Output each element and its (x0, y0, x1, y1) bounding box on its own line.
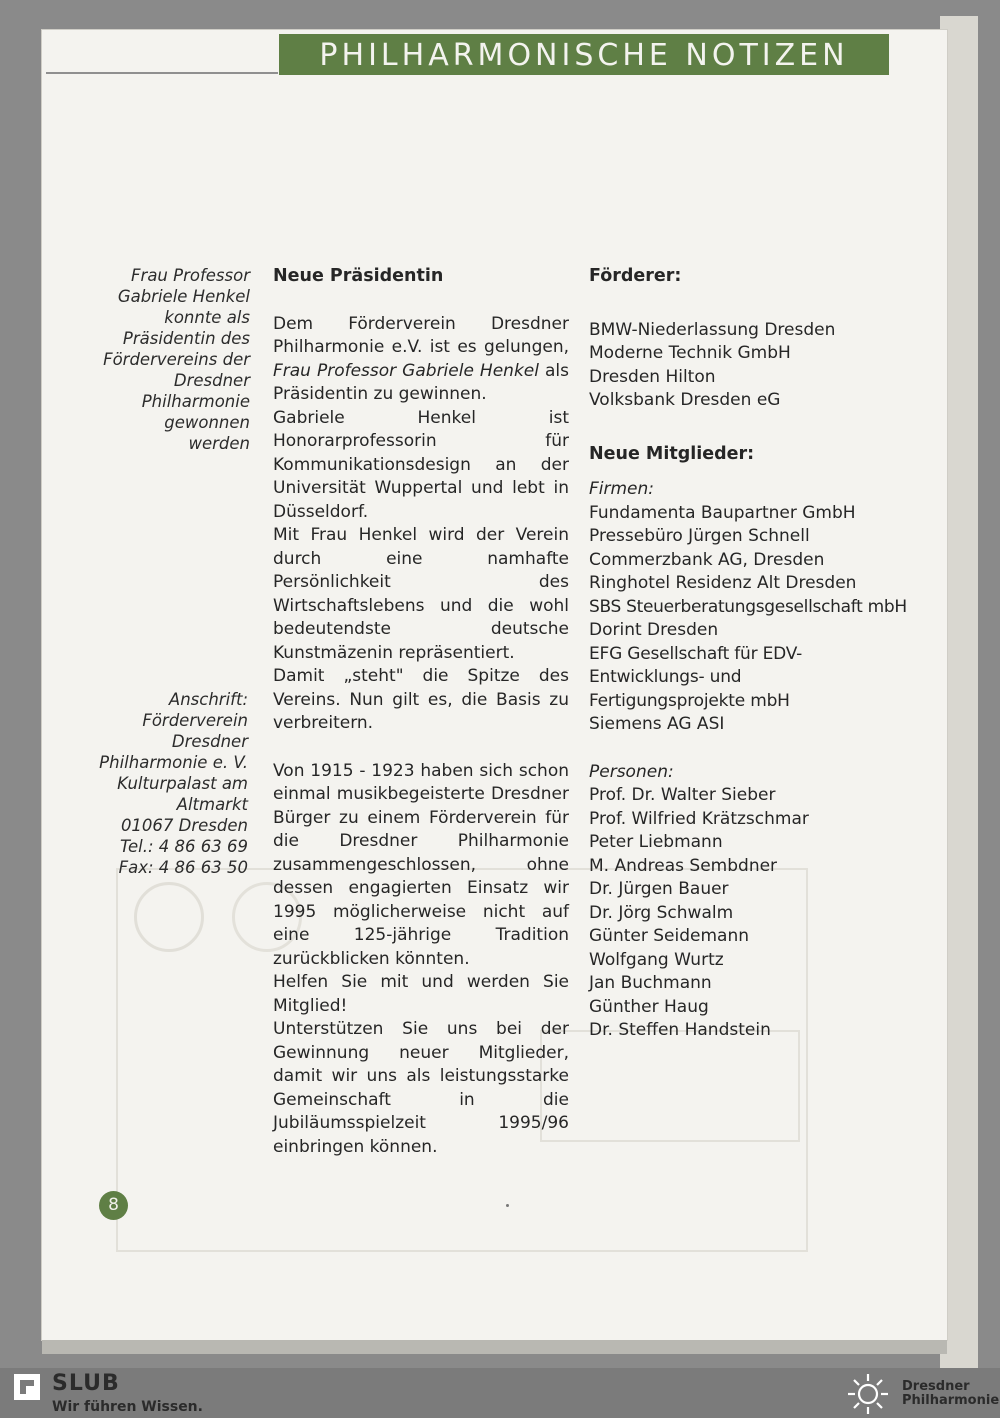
caption-line: Frau Professor (131, 266, 250, 285)
caption-line: konnte als (164, 308, 250, 327)
philharmonie-name-line1: Dresdner (902, 1379, 970, 1394)
section-title: PHILHARMONISCHE NOTIZEN (319, 38, 849, 73)
person-item: M. Andreas Sembdner (589, 855, 778, 876)
article-paragraph-1 (273, 313, 569, 407)
firm-item: Fundamenta Baupartner GmbH (589, 502, 856, 523)
print-speck (506, 1204, 509, 1207)
article-paragraph-2: Gabriele Henkel ist Honorarprofessorin für Kommunikationsdesign an der Universität Wuppertal und lebt in Düsseldorf. (273, 407, 569, 522)
persons-label: Personen: (589, 761, 674, 782)
caption-line: gewonnen (164, 413, 250, 432)
person-item: Günter Seidemann (589, 926, 749, 946)
person-item: Dr. Steffen Handstein (589, 1020, 771, 1040)
address-line: Dresdner (171, 732, 248, 751)
person-item: Prof. Wilfried Krätzschmar (589, 808, 809, 829)
firms-label: Firmen: (589, 479, 655, 499)
caption-line: Dresdner (173, 371, 250, 390)
bleed-through-image-box (540, 1030, 800, 1142)
address-line: Kulturpalast am (117, 774, 248, 793)
article-heading: Neue Präsidentin (273, 266, 444, 286)
person-item: Jan Buchmann (589, 973, 712, 993)
sponsor-item: BMW-Niederlassung Dresden (589, 319, 836, 340)
article-paragraph-6: Helfen Sie mit und werden Sie Mitglied! (273, 972, 569, 1016)
firm-item: Pressebüro Jürgen Schnell (589, 526, 810, 546)
sponsor-item: Dresden Hilton (589, 366, 716, 387)
page-bottom-shadow (42, 1340, 947, 1354)
article-paragraph-5: Von 1915 - 1923 haben sich schon einmal musikbegeisterte Dresdner Bürger zu einem Förderverein für die Dresdner Philharmonie zusammengeschlossen, ohne dessen engagierten Einsatz wir 1995 möglicherweise nicht auf eine 125-jährige Tradition zurückblicken könnten. (273, 760, 569, 969)
person-item: Günther Haug (589, 996, 709, 1017)
person-item: Prof. Dr. Walter Sieber (589, 785, 776, 805)
slub-logo-icon[interactable] (14, 1374, 40, 1400)
caption-line: Präsidentin des (122, 329, 250, 348)
sponsor-item: Volksbank Dresden eG (589, 390, 781, 410)
header-rule (46, 72, 278, 74)
person-item: Peter Liebmann (589, 832, 723, 852)
address-line: Förderverein (142, 711, 248, 730)
phone-line: Tel.: 4 86 63 69 (119, 837, 248, 856)
slub-slogan: Wir führen Wissen. (52, 1399, 203, 1415)
p1-prefix: Dem Förderverein Dresdner Philharmonie e.V. ist es gelungen, (273, 313, 569, 357)
address-line: Anschrift: (168, 690, 248, 709)
person-item: Dr. Jürgen Bauer (589, 879, 729, 899)
slub-name[interactable]: SLUB (52, 1371, 120, 1396)
address-line: 01067 Dresden (120, 816, 248, 835)
p1-suffix: als Präsidentin zu gewinnen. (273, 360, 569, 404)
article-paragraph-7: Unterstützen Sie uns bei der Gewinnung neuer Mitglieder, damit wir uns als leistungsstarke Gemeinschaft in die Jubiläumsspielzeit 1995/96 einbringen können. (273, 1019, 569, 1157)
firm-item: Commerzbank AG, Dresden (589, 549, 825, 570)
firm-item: SBS Steuerberatungsgesellschaft mbH (589, 596, 907, 617)
firm-item: Dorint Dresden (589, 620, 719, 640)
sponsor-item: Moderne Technik GmbH (589, 343, 791, 363)
person-item: Dr. Jörg Schwalm (589, 902, 734, 923)
caption-line: Philharmonie (141, 392, 250, 411)
side-caption (100, 265, 250, 454)
caption-line: Gabriele Henkel (117, 287, 250, 306)
address-block (96, 689, 248, 878)
fax-line: Fax: 4 86 63 50 (118, 858, 248, 877)
philharmonie-logo-icon[interactable] (842, 1372, 894, 1416)
address-line: Philharmonie e. V. (99, 753, 248, 772)
address-line: Altmarkt (176, 795, 248, 814)
article-column (273, 265, 569, 1159)
bleed-through-seal-left (134, 882, 204, 952)
caption-line: Fördervereins der (103, 350, 250, 369)
person-item: Wolfgang Wurtz (589, 949, 724, 970)
p1-name: Frau Professor Gabriele Henkel (273, 360, 539, 381)
sponsors-heading: Förderer: (589, 266, 682, 286)
article-paragraph-4: Damit „steht" die Spitze des Vereins. Nun gilt es, die Basis zu verbreitern. (273, 666, 569, 733)
firm-item: Ringhotel Residenz Alt Dresden (589, 573, 857, 593)
page-number: 8 (99, 1191, 128, 1220)
philharmonie-name-line2: Philharmonie (902, 1393, 1000, 1408)
firm-item: EFG Gesellschaft für EDV-Entwicklungs- und Fertigungsprojekte mbH (589, 643, 803, 711)
members-heading: Neue Mitglieder: (589, 443, 755, 464)
article-paragraph-3: Mit Frau Henkel wird der Verein durch eine namhafte Persönlichkeit des Wirtschaftslebens und die wohl bedeutendste deutsche Kunstmäzenin repräsentiert. (273, 525, 569, 663)
firm-item: Siemens AG ASI (589, 714, 725, 734)
members-column (589, 265, 907, 1043)
caption-line: werden (188, 434, 250, 453)
